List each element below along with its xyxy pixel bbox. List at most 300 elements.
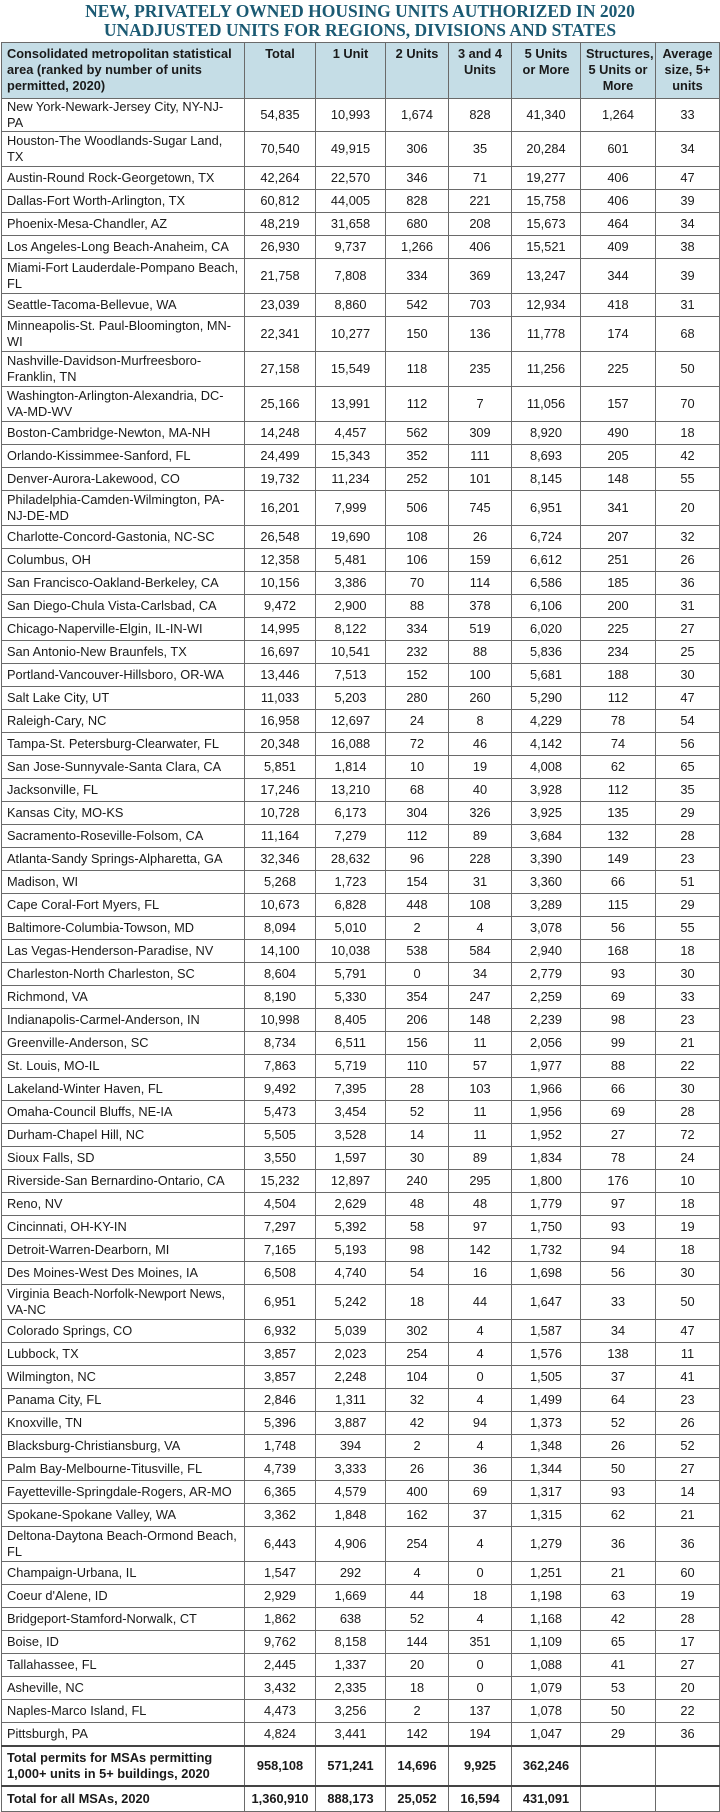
cell-three-four-units: 31 (449, 871, 512, 894)
cell-total: 7,297 (245, 1216, 316, 1239)
cell-total: 3,550 (245, 1147, 316, 1170)
table-row (2, 1723, 720, 1747)
table-row (2, 733, 720, 756)
cell-one-unit: 1,848 (316, 1504, 386, 1527)
cell-five-plus-units: 11,778 (512, 317, 581, 352)
cell-msa-name: Baltimore-Columbia-Towson, MD (2, 917, 245, 940)
cell-msa-name: Madison, WI (2, 871, 245, 894)
cell-three-four-units: 69 (449, 1481, 512, 1504)
cell-structures: 50 (581, 1458, 656, 1481)
cell-one-unit: 7,395 (316, 1078, 386, 1101)
cell-structures: 174 (581, 317, 656, 352)
cell-average-size: 50 (656, 1285, 720, 1320)
cell-three-four-units: 208 (449, 213, 512, 236)
cell-structures: 98 (581, 1009, 656, 1032)
cell-two-units: 334 (386, 259, 449, 294)
cell-five-plus-units: 8,920 (512, 422, 581, 445)
table-row (2, 190, 720, 213)
cell-average-size: 24 (656, 1147, 720, 1170)
cell-five-plus-units: 1,348 (512, 1435, 581, 1458)
table-row (2, 618, 720, 641)
table-row (2, 549, 720, 572)
cell-total: 8,734 (245, 1032, 316, 1055)
cell-five-plus-units: 15,758 (512, 190, 581, 213)
cell-average-size: 70 (656, 387, 720, 422)
cell-five-plus-units: 1,279 (512, 1527, 581, 1562)
cell-five-plus-units: 2,259 (512, 986, 581, 1009)
cell-msa-name: Des Moines-West Des Moines, IA (2, 1262, 245, 1285)
cell-total: 20,348 (245, 733, 316, 756)
cell-one-unit: 13,210 (316, 779, 386, 802)
table-row (2, 1458, 720, 1481)
cell-structures: 200 (581, 595, 656, 618)
table-row (2, 1055, 720, 1078)
cell-total: 9,762 (245, 1631, 316, 1654)
cell-one-unit: 12,697 (316, 710, 386, 733)
header-3-4-units: 3 and 4 Units (449, 43, 512, 99)
total-cell-one-unit: 888,173 (316, 1786, 386, 1812)
cell-total: 4,473 (245, 1700, 316, 1723)
table-row (2, 572, 720, 595)
cell-two-units: 232 (386, 641, 449, 664)
cell-average-size: 23 (656, 1389, 720, 1412)
cell-msa-name: Tallahassee, FL (2, 1654, 245, 1677)
cell-msa-name: San Diego-Chula Vista-Carlsbad, CA (2, 595, 245, 618)
cell-total: 10,728 (245, 802, 316, 825)
cell-three-four-units: 34 (449, 963, 512, 986)
cell-three-four-units: 4 (449, 1320, 512, 1343)
cell-average-size: 35 (656, 779, 720, 802)
cell-total: 19,732 (245, 468, 316, 491)
cell-average-size: 22 (656, 1700, 720, 1723)
cell-msa-name: Blacksburg-Christiansburg, VA (2, 1435, 245, 1458)
cell-average-size: 36 (656, 1527, 720, 1562)
cell-average-size: 51 (656, 871, 720, 894)
cell-total: 14,100 (245, 940, 316, 963)
cell-total: 6,365 (245, 1481, 316, 1504)
cell-total: 7,863 (245, 1055, 316, 1078)
cell-two-units: 304 (386, 802, 449, 825)
cell-one-unit: 15,549 (316, 352, 386, 387)
cell-msa-name: Chicago-Naperville-Elgin, IL-IN-WI (2, 618, 245, 641)
table-row (2, 1239, 720, 1262)
table-row (2, 132, 720, 167)
table-row (2, 664, 720, 687)
cell-structures: 93 (581, 963, 656, 986)
cell-five-plus-units: 6,724 (512, 526, 581, 549)
table-row (2, 1343, 720, 1366)
cell-total: 13,446 (245, 664, 316, 687)
cell-average-size: 56 (656, 733, 720, 756)
cell-two-units: 542 (386, 294, 449, 317)
cell-one-unit: 10,277 (316, 317, 386, 352)
cell-five-plus-units: 19,277 (512, 167, 581, 190)
cell-two-units: 44 (386, 1585, 449, 1608)
table-row (2, 1631, 720, 1654)
cell-two-units: 346 (386, 167, 449, 190)
cell-three-four-units: 4 (449, 917, 512, 940)
cell-two-units: 142 (386, 1723, 449, 1747)
cell-msa-name: Tampa-St. Petersburg-Clearwater, FL (2, 733, 245, 756)
table-row (2, 526, 720, 549)
cell-one-unit: 8,860 (316, 294, 386, 317)
cell-one-unit: 1,723 (316, 871, 386, 894)
cell-total: 54,835 (245, 99, 316, 132)
cell-five-plus-units: 2,056 (512, 1032, 581, 1055)
cell-average-size: 33 (656, 99, 720, 132)
cell-one-unit: 31,658 (316, 213, 386, 236)
cell-average-size: 68 (656, 317, 720, 352)
cell-three-four-units: 16 (449, 1262, 512, 1285)
cell-one-unit: 4,457 (316, 422, 386, 445)
cell-five-plus-units: 1,576 (512, 1343, 581, 1366)
cell-msa-name: Los Angeles-Long Beach-Anaheim, CA (2, 236, 245, 259)
cell-five-plus-units: 1,977 (512, 1055, 581, 1078)
cell-three-four-units: 48 (449, 1193, 512, 1216)
cell-one-unit: 13,991 (316, 387, 386, 422)
cell-structures: 94 (581, 1239, 656, 1262)
cell-structures: 406 (581, 190, 656, 213)
cell-one-unit: 8,405 (316, 1009, 386, 1032)
table-row (2, 1009, 720, 1032)
cell-msa-name: Richmond, VA (2, 986, 245, 1009)
cell-msa-name: Washington-Arlington-Alexandria, DC-VA-MD-WV (2, 387, 245, 422)
cell-three-four-units: 7 (449, 387, 512, 422)
cell-msa-name: Miami-Fort Lauderdale-Pompano Beach, FL (2, 259, 245, 294)
table-row (2, 259, 720, 294)
cell-two-units: 354 (386, 986, 449, 1009)
cell-structures: 176 (581, 1170, 656, 1193)
cell-one-unit: 6,828 (316, 894, 386, 917)
cell-average-size: 27 (656, 1458, 720, 1481)
cell-msa-name: Palm Bay-Melbourne-Titusville, FL (2, 1458, 245, 1481)
table-row (2, 236, 720, 259)
cell-msa-name: Charleston-North Charleston, SC (2, 963, 245, 986)
cell-structures: 112 (581, 687, 656, 710)
cell-three-four-units: 40 (449, 779, 512, 802)
cell-two-units: 10 (386, 756, 449, 779)
table-row (2, 1078, 720, 1101)
cell-five-plus-units: 11,056 (512, 387, 581, 422)
cell-three-four-units: 46 (449, 733, 512, 756)
cell-msa-name: Columbus, OH (2, 549, 245, 572)
cell-msa-name: Las Vegas-Henderson-Paradise, NV (2, 940, 245, 963)
cell-two-units: 306 (386, 132, 449, 167)
cell-one-unit: 5,242 (316, 1285, 386, 1320)
total-row (2, 1746, 720, 1786)
cell-total: 42,264 (245, 167, 316, 190)
cell-average-size: 72 (656, 1124, 720, 1147)
cell-five-plus-units: 6,106 (512, 595, 581, 618)
cell-average-size: 41 (656, 1366, 720, 1389)
cell-two-units: 400 (386, 1481, 449, 1504)
cell-total: 5,268 (245, 871, 316, 894)
cell-one-unit: 10,038 (316, 940, 386, 963)
cell-average-size: 34 (656, 213, 720, 236)
cell-total: 17,246 (245, 779, 316, 802)
cell-one-unit: 44,005 (316, 190, 386, 213)
cell-total: 6,443 (245, 1527, 316, 1562)
table-row (2, 1481, 720, 1504)
cell-one-unit: 19,690 (316, 526, 386, 549)
cell-three-four-units: 369 (449, 259, 512, 294)
cell-structures: 115 (581, 894, 656, 917)
cell-total: 8,190 (245, 986, 316, 1009)
cell-three-four-units: 19 (449, 756, 512, 779)
table-row (2, 491, 720, 526)
cell-average-size: 30 (656, 963, 720, 986)
cell-average-size: 47 (656, 167, 720, 190)
cell-one-unit: 5,719 (316, 1055, 386, 1078)
cell-five-plus-units: 1,750 (512, 1216, 581, 1239)
cell-one-unit: 5,481 (316, 549, 386, 572)
cell-total: 3,362 (245, 1504, 316, 1527)
cell-total: 12,358 (245, 549, 316, 572)
cell-average-size: 30 (656, 1262, 720, 1285)
cell-two-units: 538 (386, 940, 449, 963)
cell-msa-name: Omaha-Council Bluffs, NE-IA (2, 1101, 245, 1124)
cell-five-plus-units: 3,289 (512, 894, 581, 917)
table-row (2, 894, 720, 917)
cell-total: 16,958 (245, 710, 316, 733)
cell-average-size: 18 (656, 940, 720, 963)
cell-five-plus-units: 6,586 (512, 572, 581, 595)
cell-structures: 234 (581, 641, 656, 664)
table-row (2, 986, 720, 1009)
cell-total: 5,473 (245, 1101, 316, 1124)
cell-msa-name: Lakeland-Winter Haven, FL (2, 1078, 245, 1101)
cell-structures: 418 (581, 294, 656, 317)
cell-msa-name: Detroit-Warren-Dearborn, MI (2, 1239, 245, 1262)
cell-one-unit: 6,511 (316, 1032, 386, 1055)
cell-two-units: 302 (386, 1320, 449, 1343)
cell-structures: 50 (581, 1700, 656, 1723)
cell-one-unit: 5,392 (316, 1216, 386, 1239)
cell-structures: 341 (581, 491, 656, 526)
cell-average-size: 33 (656, 986, 720, 1009)
cell-three-four-units: 142 (449, 1239, 512, 1262)
cell-three-four-units: 0 (449, 1677, 512, 1700)
cell-five-plus-units: 1,344 (512, 1458, 581, 1481)
cell-two-units: 254 (386, 1527, 449, 1562)
cell-average-size: 20 (656, 1677, 720, 1700)
cell-one-unit: 6,173 (316, 802, 386, 825)
cell-three-four-units: 8 (449, 710, 512, 733)
cell-two-units: 24 (386, 710, 449, 733)
cell-structures: 207 (581, 526, 656, 549)
cell-msa-name: Lubbock, TX (2, 1343, 245, 1366)
cell-msa-name: Wilmington, NC (2, 1366, 245, 1389)
cell-one-unit: 5,039 (316, 1320, 386, 1343)
cell-three-four-units: 36 (449, 1458, 512, 1481)
table-row (2, 387, 720, 422)
cell-one-unit: 8,122 (316, 618, 386, 641)
cell-average-size: 27 (656, 618, 720, 641)
table-row (2, 1193, 720, 1216)
table-row (2, 1216, 720, 1239)
cell-five-plus-units: 5,681 (512, 664, 581, 687)
cell-structures: 138 (581, 1343, 656, 1366)
cell-two-units: 28 (386, 1078, 449, 1101)
cell-three-four-units: 101 (449, 468, 512, 491)
cell-one-unit: 9,737 (316, 236, 386, 259)
cell-five-plus-units: 1,587 (512, 1320, 581, 1343)
cell-two-units: 252 (386, 468, 449, 491)
cell-total: 21,758 (245, 259, 316, 294)
cell-one-unit: 3,528 (316, 1124, 386, 1147)
table-row (2, 687, 720, 710)
cell-one-unit: 16,088 (316, 733, 386, 756)
table-row (2, 1320, 720, 1343)
cell-five-plus-units: 1,317 (512, 1481, 581, 1504)
cell-msa-name: San Jose-Sunnyvale-Santa Clara, CA (2, 756, 245, 779)
cell-two-units: 144 (386, 1631, 449, 1654)
header-average-size: Average size, 5+ units (656, 43, 720, 99)
cell-structures: 29 (581, 1723, 656, 1747)
cell-three-four-units: 351 (449, 1631, 512, 1654)
cell-average-size: 23 (656, 1009, 720, 1032)
cell-average-size: 28 (656, 1608, 720, 1631)
cell-msa-name: Cincinnati, OH-KY-IN (2, 1216, 245, 1239)
table-row (2, 779, 720, 802)
cell-msa-name: Denver-Aurora-Lakewood, CO (2, 468, 245, 491)
cell-structures: 65 (581, 1631, 656, 1654)
cell-two-units: 4 (386, 1562, 449, 1585)
cell-two-units: 506 (386, 491, 449, 526)
cell-three-four-units: 194 (449, 1723, 512, 1747)
cell-msa-name: Durham-Chapel Hill, NC (2, 1124, 245, 1147)
cell-three-four-units: 159 (449, 549, 512, 572)
cell-msa-name: Greenville-Anderson, SC (2, 1032, 245, 1055)
table-row (2, 468, 720, 491)
cell-two-units: 48 (386, 1193, 449, 1216)
cell-total: 10,156 (245, 572, 316, 595)
cell-one-unit: 3,386 (316, 572, 386, 595)
cell-five-plus-units: 3,078 (512, 917, 581, 940)
cell-one-unit: 7,513 (316, 664, 386, 687)
total-cell-structures (581, 1746, 656, 1786)
cell-structures: 21 (581, 1562, 656, 1585)
cell-average-size: 10 (656, 1170, 720, 1193)
cell-structures: 409 (581, 236, 656, 259)
cell-five-plus-units: 5,836 (512, 641, 581, 664)
cell-structures: 62 (581, 1504, 656, 1527)
cell-three-four-units: 97 (449, 1216, 512, 1239)
cell-three-four-units: 57 (449, 1055, 512, 1078)
cell-structures: 344 (581, 259, 656, 294)
cell-two-units: 54 (386, 1262, 449, 1285)
cell-total: 14,995 (245, 618, 316, 641)
cell-structures: 490 (581, 422, 656, 445)
table-row (2, 1412, 720, 1435)
header-msa: Consolidated metropolitan statistical area (ranked by number of units permitted, 2020) (2, 43, 245, 99)
cell-three-four-units: 519 (449, 618, 512, 641)
header-structures: Structures, 5 Units or More (581, 43, 656, 99)
cell-total: 27,158 (245, 352, 316, 387)
cell-three-four-units: 745 (449, 491, 512, 526)
cell-msa-name: Charlotte-Concord-Gastonia, NC-SC (2, 526, 245, 549)
cell-one-unit: 12,897 (316, 1170, 386, 1193)
cell-total: 22,341 (245, 317, 316, 352)
cell-msa-name: Kansas City, MO-KS (2, 802, 245, 825)
cell-two-units: 448 (386, 894, 449, 917)
cell-one-unit: 3,256 (316, 1700, 386, 1723)
cell-two-units: 118 (386, 352, 449, 387)
cell-five-plus-units: 1,647 (512, 1285, 581, 1320)
cell-average-size: 27 (656, 1654, 720, 1677)
cell-two-units: 18 (386, 1285, 449, 1320)
cell-structures: 99 (581, 1032, 656, 1055)
cell-one-unit: 2,629 (316, 1193, 386, 1216)
cell-five-plus-units: 1,078 (512, 1700, 581, 1723)
cell-five-plus-units: 1,315 (512, 1504, 581, 1527)
cell-three-four-units: 44 (449, 1285, 512, 1320)
cell-msa-name: Spokane-Spokane Valley, WA (2, 1504, 245, 1527)
cell-total: 16,697 (245, 641, 316, 664)
cell-msa-name: Coeur d'Alene, ID (2, 1585, 245, 1608)
cell-average-size: 36 (656, 572, 720, 595)
cell-five-plus-units: 1,109 (512, 1631, 581, 1654)
cell-three-four-units: 828 (449, 99, 512, 132)
cell-three-four-units: 89 (449, 1147, 512, 1170)
cell-five-plus-units: 1,047 (512, 1723, 581, 1747)
cell-five-plus-units: 4,008 (512, 756, 581, 779)
cell-average-size: 34 (656, 132, 720, 167)
cell-one-unit: 2,900 (316, 595, 386, 618)
cell-two-units: 88 (386, 595, 449, 618)
cell-three-four-units: 221 (449, 190, 512, 213)
table-row (2, 802, 720, 825)
cell-five-plus-units: 5,290 (512, 687, 581, 710)
cell-structures: 112 (581, 779, 656, 802)
cell-one-unit: 3,454 (316, 1101, 386, 1124)
cell-three-four-units: 18 (449, 1585, 512, 1608)
table-row (2, 1585, 720, 1608)
cell-structures: 78 (581, 710, 656, 733)
table-row (2, 294, 720, 317)
cell-two-units: 156 (386, 1032, 449, 1055)
cell-total: 4,739 (245, 1458, 316, 1481)
cell-average-size: 18 (656, 422, 720, 445)
cell-five-plus-units: 1,956 (512, 1101, 581, 1124)
cell-five-plus-units: 1,732 (512, 1239, 581, 1262)
table-row (2, 1677, 720, 1700)
cell-five-plus-units: 1,698 (512, 1262, 581, 1285)
cell-three-four-units: 108 (449, 894, 512, 917)
cell-three-four-units: 247 (449, 986, 512, 1009)
cell-one-unit: 1,337 (316, 1654, 386, 1677)
table-row (2, 1366, 720, 1389)
cell-two-units: 154 (386, 871, 449, 894)
header-5-plus-units: 5 Units or More (512, 43, 581, 99)
cell-total: 2,846 (245, 1389, 316, 1412)
cell-three-four-units: 71 (449, 167, 512, 190)
total-cell-five-plus-units: 362,246 (512, 1746, 581, 1786)
cell-two-units: 240 (386, 1170, 449, 1193)
cell-structures: 34 (581, 1320, 656, 1343)
cell-five-plus-units: 1,966 (512, 1078, 581, 1101)
cell-two-units: 30 (386, 1147, 449, 1170)
cell-two-units: 562 (386, 422, 449, 445)
table-row (2, 940, 720, 963)
cell-three-four-units: 136 (449, 317, 512, 352)
cell-five-plus-units: 8,693 (512, 445, 581, 468)
cell-three-four-units: 11 (449, 1032, 512, 1055)
total-cell-two-units: 25,052 (386, 1786, 449, 1812)
cell-two-units: 112 (386, 387, 449, 422)
total-cell-one-unit: 571,241 (316, 1746, 386, 1786)
cell-total: 14,248 (245, 422, 316, 445)
